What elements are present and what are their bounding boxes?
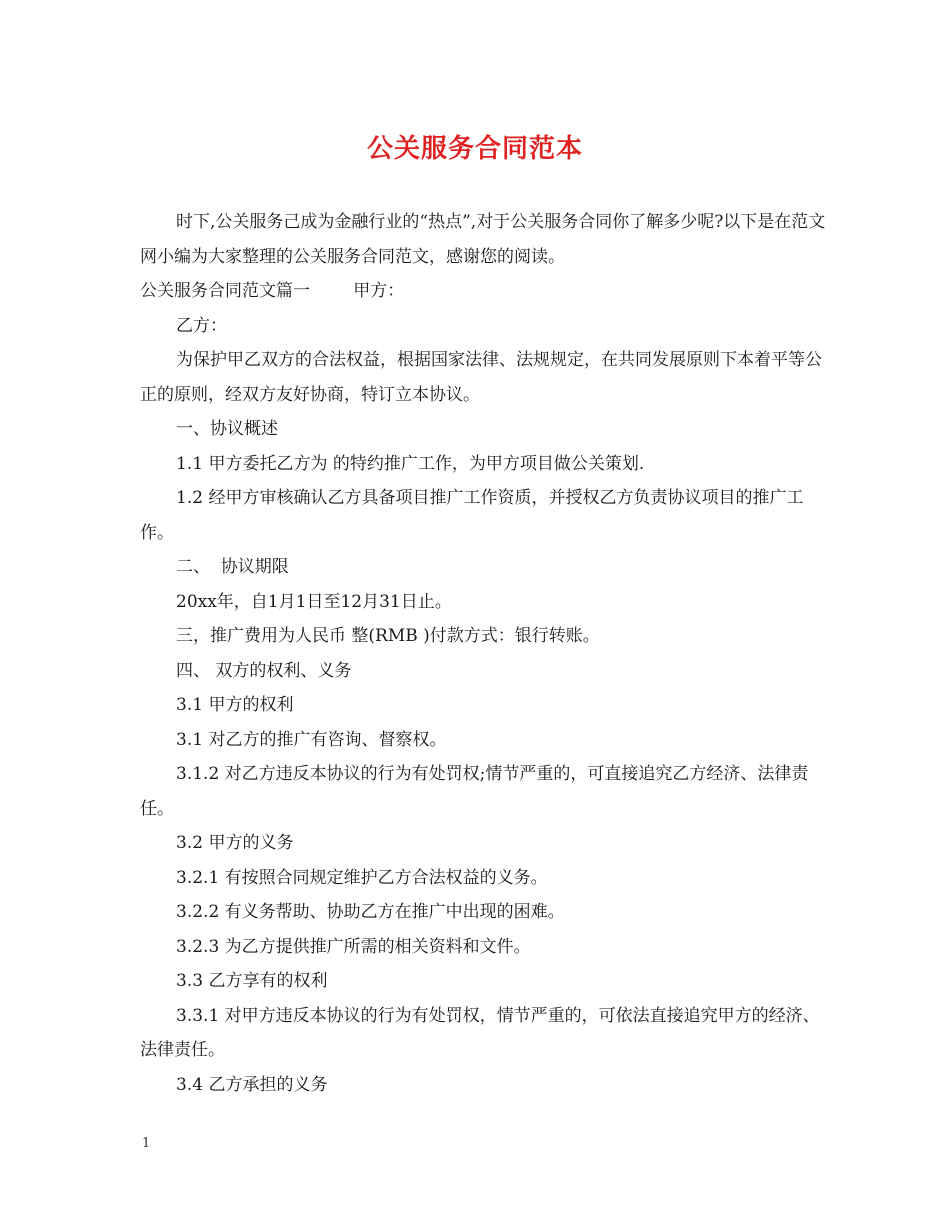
document-body (140, 205, 830, 1102)
paragraph: 为保护甲乙双方的合法权益，根据国家法律、法规规定，在共同发展原则下本着平等公正的原则，经双方友好协商，特订立本协议。 (140, 350, 822, 405)
paragraph: 1.2 经甲方审核确认乙方具备项目推广工作资质，并授权乙方负责协议项目的推广工作。 (140, 488, 804, 543)
paragraph: 3.3 乙方享有的权利 (176, 971, 328, 991)
paragraph: 3.1 甲方的权利 (176, 695, 294, 715)
document-title: 公关服务合同范本 (366, 134, 583, 164)
paragraph: 四、 双方的权利、义务 (176, 660, 352, 681)
paragraph: 3.1 对乙方的推广有咨询、督察权。 (176, 729, 447, 750)
paragraph: 3.1.2 对乙方违反本协议的行为有处罚权;情节严重的，可直接追究乙方经济、法律责任。 (140, 764, 809, 819)
paragraph: 3.2 甲方的义务 (176, 833, 294, 853)
paragraph: 3.2.3 为乙方提供推广所需的相关资料和文件。 (176, 936, 531, 957)
paragraph: 1.1 甲方委托乙方为 的特约推广工作，为甲方项目做公关策划. (176, 453, 645, 474)
paragraph: 一、协议概述 (176, 419, 278, 439)
paragraph: 乙方： (176, 315, 227, 336)
paragraph: 二、 协议期限 (176, 557, 289, 577)
paragraph: 3.2.1 有按照合同规定维护乙方合法权益的义务。 (176, 867, 548, 888)
paragraph: 公关服务合同范文篇一 甲方： (140, 281, 405, 301)
paragraph: 20xx年，自1月1日至12月31日止。 (176, 591, 452, 612)
page-number: 1 (142, 1136, 151, 1151)
paragraph: 3.2.2 有义务帮助、协助乙方在推广中出现的困难。 (176, 902, 565, 922)
paragraph: 3.3.1 对甲方违反本协议的行为有处罚权，情节严重的，可依法直接追究甲方的经济、法律责任。 (140, 1005, 820, 1060)
paragraph: 时下,公关服务己成为金融行业的“热点”,对于公关服务合同你了解多少呢?以下是在范文网小编为大家整理的公关服务合同范文，感谢您的阅读。 (140, 212, 826, 267)
paragraph: 3.4 乙方承担的义务 (176, 1074, 328, 1095)
paragraph: 三，推广费用为人民币 整(RMB )付款方式：银行转账。 (176, 626, 600, 646)
